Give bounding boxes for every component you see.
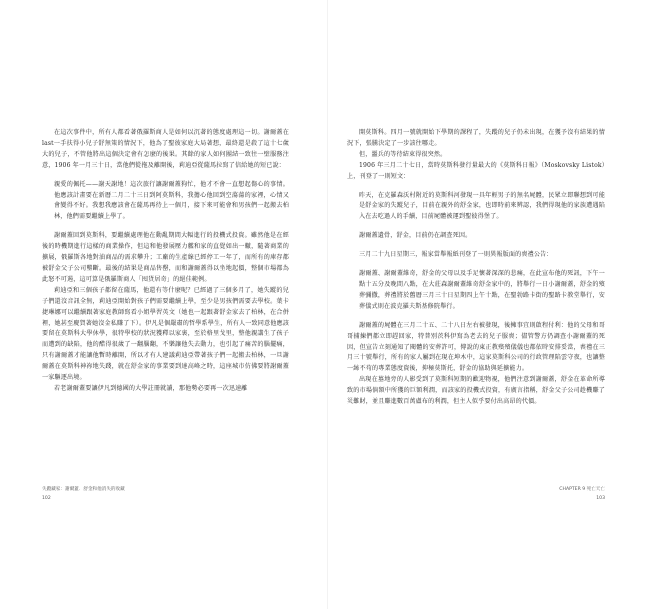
right-page bbox=[328, 0, 655, 609]
body-paragraph: 但，噩兵的等待結束得很突然。 bbox=[359, 150, 447, 158]
body-paragraph: 1906 年三月二十七日，當時莫斯科發行量最大的《莫斯科日報》（Moskovsky Listok）上，刊登了一則短文： bbox=[347, 161, 605, 180]
notice-quote: 昨天，在克羅森沃村附近的莫斯科河發現一具年輕男子的無名屍體，民眾立即聯想到可能是舒金家的失蹤兒子，目前在親外的舒金家，也即時前來辨認，我們得現他的家族遭遇陷入在去吃過人的手續，目前屍體被運到聖彼得堡了。 bbox=[359, 191, 605, 221]
left-page bbox=[0, 0, 327, 609]
right-page-footer bbox=[559, 485, 605, 503]
running-title: 失蹤藏家：謝爾蓋．舒金和他消失的收藏 bbox=[42, 487, 125, 492]
notice-quote: 謝爾蓋、謝爾蓋維奇，舒金的父母以及手足懷著深深的悲痛，在此宣布他的死訊，下午一點十五分及晚間八點，在大莊森謝爾蓋維奇舒金家中的，將舉行一日小謝爾蓋，舒金的殯葬彌撒，葬禮將於舊曆三月三十日星期四上午十點，在聖勃路卡街的聖路卡教堂舉行，安葬儀式則在波克羅夫斯基修院舉行。 bbox=[359, 270, 605, 310]
page-number: 102 bbox=[42, 496, 51, 501]
page-number: 103 bbox=[596, 496, 605, 501]
right-page-body bbox=[347, 128, 605, 408]
body-paragraph: 開莫斯科。四月一號就開始下學期的課程了，失蹤的兒子仍未出現，在獲予沒有結果的情況下，張騰決定了一步該往哪走。 bbox=[347, 129, 605, 147]
body-paragraph: 出現在墓地旁的人影受到了莫斯科短期的歡迎物視，他們注意到謝爾蓋，舒金在革命所導致的市場倘額中所獲的巨額利潤，而該家的投機式投資，有廣言指稱，舒金父子公司趁機賺了災難財，並且賺進數百萬盧布的利潤，但主人似乎要付出高昂的代價。 bbox=[347, 376, 605, 406]
body-paragraph: 在這次事件中，所有人都看著俄羅斯商人是如何以沉著的態度處理這一切。謝爾蓋在last一手扶得小兒子舒無策的情況下，他為了聖彼家庭大局著想，最終還是殺了這十七歲大的兒子，不管他將出這個決定會有怎麼的後果。其餘的家人如何團結一致往一壁服務注意，1906 年一月三十日，當他們從拖及離開後，莉迪亞從薩馬拉寫了信給她的短已說： bbox=[42, 129, 289, 169]
body-paragraph: 莉迪亞和三個孩子都留在薩馬，他還有等什麼呢？已經過了三個多月了，她失蹤的兒子們還沒音訊全無，莉迪亞開始對孩子們需要繼續上學，至少是男孩們需要去學校。葉卡捷琳娜可以繼續跟著家庭教師寫看小姐學習英文（她也一起跟著舒金家去了柏林，在合併裡，她甚至慶賀著她沒金私賺了下）。伊凡是個嚴肅的哲學系學生，所有人一致同意他應該要留在莫斯科大學休學，很特學校的狀況獲釋以家裏，至於格里戈里，整他親講生了孩子而遭到的缺陷，他的醋得很歲了一翻腦翻，不樂讓他失去動力，也引起了痛苦的腦擺痛，只有謝爾蓋才能讓他暫時離開，所以才有人建議莉迪亞帶著孩子們一起搬去柏林，一旦謝爾蓋在莫斯科神祢地失踐，就在舒金家的事業要到達高峰之時，這座城市仿佛要將謝爾蓋一家驅逐出境。 bbox=[42, 286, 289, 382]
left-page-footer bbox=[42, 485, 125, 503]
running-title: CHAPTER 9 死亡天亡 bbox=[559, 487, 605, 492]
left-page-body bbox=[42, 128, 289, 395]
body-paragraph: 謝爾蓋回到莫斯科，要繼續處理他在動亂期間大幅進行的投機式投資。雖然他是在經後的時機期進行這樣的商業操作，但這和他發展壓力艦和家的直覺如出一轍，隨著商業的擴展，俄羅斯各地對油商品的需求攀升；工廠的生產線已經停工一年了，而所有的庫存都被舒金父子公司壟斷。最後的結果是商品售罄，而和謝爾蓋得以坐地起價，整個市場都為此怒不可遏，這可算是俄羅斯商人「囤貨居奇」的絕佳範例。 bbox=[42, 232, 289, 283]
body-paragraph: 若老謝爾蓋要讓伊凡到德國的大學註冊就讀，那他勢必要再一次迅速離 bbox=[54, 384, 248, 392]
report-quote: 三月二十九日星期三，報家當舉報紙刊登了一則異報版面的喪禮公告： bbox=[359, 251, 553, 259]
letter-quote: 親愛的佩托——謝天謝地！這次旅行讓謝爾蓋狗忙，他才不會一直想起傷心的事情。他應該計畫要在新曆二月二十三日到阿莫斯科，我擔心他回到空蕩蕩的家裡，心情又會變得不好。我想我應該會在薩馬再待上一個月，接下來可能會和男孩們一起搬去柏林，他們需要繼續上學了。 bbox=[54, 180, 289, 221]
notice-quote: 謝爾蓋遺骨，舒金，目前仍在調查死因。 bbox=[359, 232, 472, 240]
body-paragraph: 謝爾蓋的屍體在三月二十五、二十八日左右被發現，後擁事宜則啟程付利：他的父母和哥哥捕揀們都立即趕回家，特普別茨科伊寫為老去的兒子服喪；儘管警方仍調查小謝爾蓋的死因，但宣告立刻通知了閱體的安葬許可，傳說的東正教殯殯儀儀也都依時安排妥當，喪禮在三月三十號舉行，所有的家人屬到在現在坤木中，這家莫斯科公司的行政管理陷雲守夜，也讓整一絲不苟的專業態度資後，抑極莫斯托，舒金的協助與延擴能力。 bbox=[347, 321, 605, 373]
